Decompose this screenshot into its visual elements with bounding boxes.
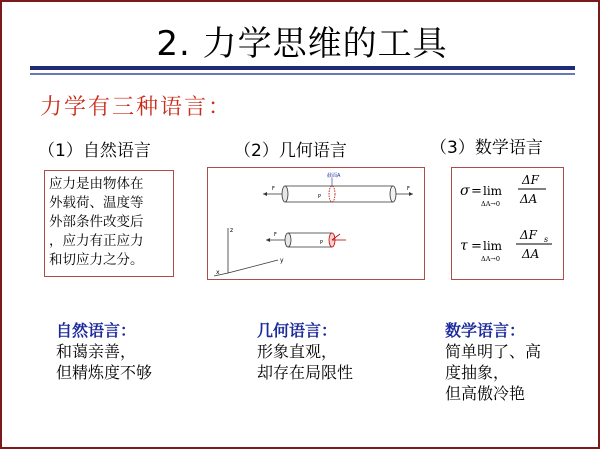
- summary-heading: 自然语言：: [56, 321, 137, 340]
- math-language-label: （3）数学语言: [430, 138, 543, 158]
- numerator-subscript: s: [544, 235, 549, 244]
- natural-summary: [56, 320, 152, 383]
- page-title: 2. 力学思维的工具: [156, 24, 448, 64]
- intro-heading: 力学有三种语言：: [40, 95, 233, 120]
- text-line: 应力是由物体在: [49, 176, 144, 192]
- lim-label: lim: [483, 184, 503, 198]
- sigma-symbol: σ: [460, 183, 470, 199]
- svg-text:=: =: [471, 239, 482, 254]
- title-rule-thick: [30, 66, 575, 70]
- stress-formulas: [452, 168, 562, 278]
- force-label: F: [272, 186, 275, 192]
- geometric-language-label: （2）几何语言: [234, 141, 347, 161]
- title-rule-thin: [30, 73, 575, 75]
- axis-y-line: [228, 260, 278, 273]
- lim-subscript: ΔA→0: [481, 255, 500, 263]
- axis-y-label: y: [280, 257, 284, 264]
- summary-heading: 几何语言：: [257, 321, 338, 340]
- summary-line: 形象直观，: [257, 342, 338, 361]
- lim-subscript: ΔA→0: [481, 200, 500, 208]
- text-line: 和切应力之分。: [49, 252, 144, 268]
- numerator: ΔF: [520, 228, 537, 242]
- axis-z-label: z: [230, 227, 234, 234]
- summary-line: 度抽象，: [445, 363, 510, 382]
- summary-line: 简单明了、高: [445, 342, 542, 361]
- math-summary: [445, 320, 541, 404]
- point-label: P: [320, 240, 324, 246]
- force-label: F: [407, 186, 410, 192]
- section-label: 截面A: [327, 173, 341, 179]
- text-line: 外载荷、温度等: [49, 195, 144, 211]
- denominator: ΔA: [522, 247, 540, 261]
- summary-heading: 数学语言：: [445, 321, 526, 340]
- summary-line: 和蔼亲善，: [56, 342, 137, 361]
- point-label: P: [318, 194, 322, 200]
- geometric-diagram-box: [207, 167, 425, 280]
- summary-line: 却存在局限性: [257, 363, 354, 382]
- numerator: ΔF: [522, 173, 539, 187]
- text-line: ，应力有正应力: [49, 233, 144, 249]
- geometric-summary: [257, 320, 353, 383]
- denominator: ΔA: [520, 192, 538, 206]
- axis-x-label: x: [216, 269, 220, 276]
- natural-language-box: [44, 170, 174, 277]
- text-line: 外部条件改变后: [49, 214, 144, 230]
- tau-symbol: τ: [460, 238, 468, 254]
- summary-line: 但高傲冷艳: [445, 384, 526, 403]
- natural-language-label: （1）自然语言: [38, 141, 151, 161]
- stress-diagram: [208, 168, 423, 278]
- math-formula-box: [451, 167, 564, 280]
- force-label: F: [274, 232, 277, 238]
- svg-text:=: =: [471, 184, 482, 199]
- summary-line: 但精炼度不够: [56, 363, 153, 382]
- lim-label: lim: [483, 239, 503, 253]
